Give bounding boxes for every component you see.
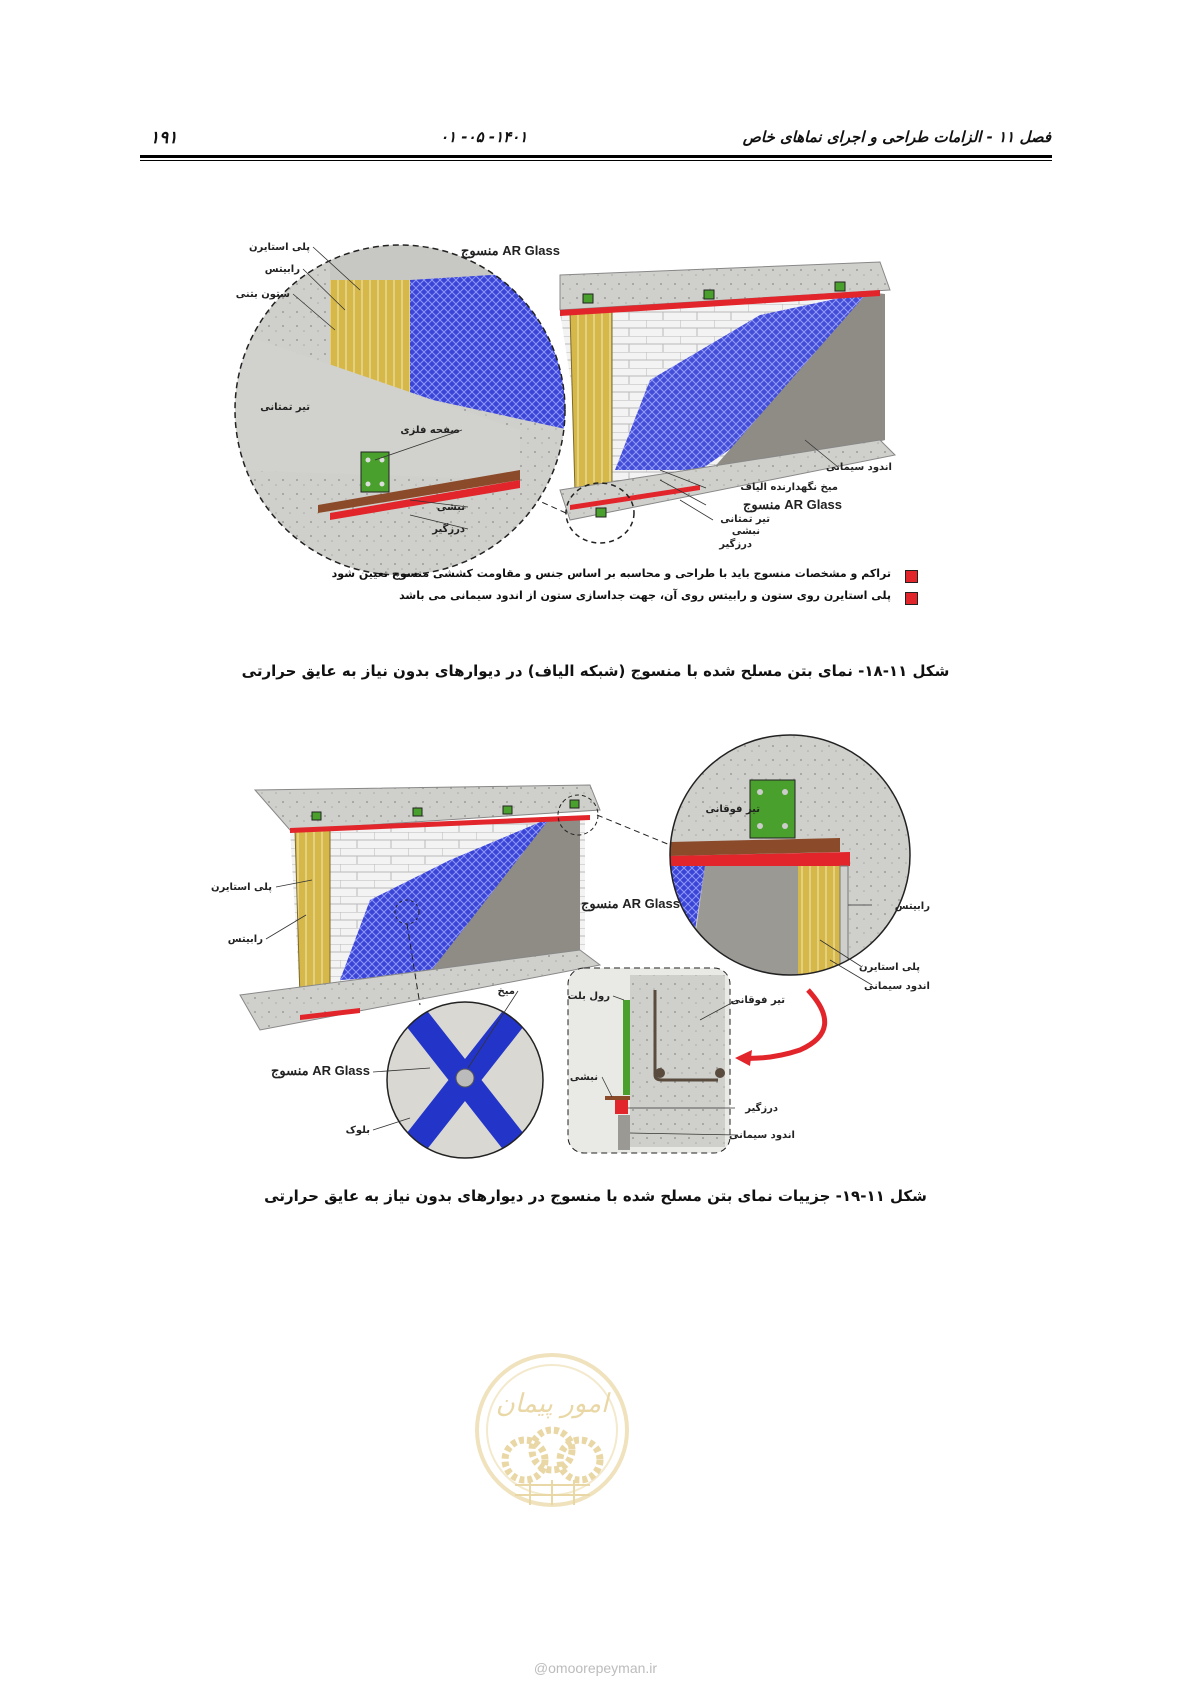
label-upper-beam-section: تیر فوقانی — [730, 995, 785, 1006]
label-ar-glass-detail: منسوج AR Glass — [580, 896, 680, 911]
figure-18-caption: شکل ۱۱-۱۸- نمای بتن مسلح شده با منسوج (شبکه الیاف) در دیوارهای بدون نیاز به عایق حرارتی — [241, 662, 950, 680]
label-drip-small: درزگیر — [719, 539, 752, 550]
label-rawlbolt: رول بلت — [567, 991, 610, 1002]
label-upper-beam: تیر فوقانی — [705, 804, 760, 815]
label-angle: نبشی — [569, 1072, 598, 1083]
note-2: پلی استایرن روی ستون و رابیتس روی آن، جهت جداسازی ستون از اندود سیمانی می باشد — [399, 589, 891, 602]
plaster-layer — [690, 866, 798, 975]
label-drip: درزگیر — [432, 524, 465, 535]
figure-19-caption: شکل ۱۱-۱۹- جزییات نمای بتن مسلح شده با منسوج در دیوارهای بدون نیاز به عایق حرارتی — [264, 1187, 927, 1205]
label-angle: نبشی — [436, 502, 465, 513]
nail-head — [456, 1069, 474, 1087]
label-plaster-detail: اندود سیمانی — [863, 981, 930, 992]
label-ar-glass-top: منسوج AR Glass — [460, 243, 560, 258]
watermark-logo — [470, 1350, 635, 1525]
nail-detail-circle — [385, 1000, 545, 1160]
label-ar-glass-mesh: منسوج AR Glass — [742, 497, 842, 512]
polystyrene-column — [295, 828, 330, 998]
label-beam: تیر تمتانی — [260, 402, 310, 413]
label-cement-plaster: اندود سیمانی — [825, 462, 892, 473]
label-polystyrene: پلی استایرن — [210, 882, 272, 893]
watermark-brand: امور پیمان — [495, 1389, 609, 1419]
label-rabitz: رابیتس — [264, 264, 300, 275]
label-fiber-nail: میخ نگهدارنده الیاف — [740, 482, 838, 493]
page-number: ۱۹۱ — [150, 128, 178, 148]
page-date: ۰۱ -۰۵ -۱۴۰۱ — [440, 128, 528, 146]
chapter-title: فصل ۱۱ - الزامات طراحی و اجرای نماهای خاص — [742, 128, 1051, 146]
label-beam-small: تیر تمتانی — [720, 514, 770, 525]
label-ar-glass: منسوج AR Glass — [270, 1063, 370, 1078]
label-polystyrene: پلی استایرن — [248, 242, 310, 253]
note-1: تراکم و مشخصات منسوج باید با طراحی و محاسبه بر اساس جنس و مقاومت کششی منسوج تعیین شود — [331, 567, 891, 580]
watermark-url: @omoorepeyman.ir — [533, 1660, 658, 1676]
polystyrene-layer — [798, 866, 840, 976]
label-poly-detail: پلی استایرن — [858, 962, 920, 973]
label-angle-small: نبشی — [731, 526, 760, 537]
section-plate — [623, 1000, 630, 1095]
label-concrete-column: ستون بتنی — [235, 289, 290, 300]
label-rabitz-detail: رابیتس — [894, 901, 930, 912]
label-plaster-section: اندود سیمانی — [728, 1130, 795, 1141]
label-drip: درزگیر — [745, 1103, 778, 1114]
label-rabitz: رابیتس — [227, 934, 263, 945]
label-block: بلوک — [345, 1125, 370, 1136]
label-steel-plate: صفحه فلزی — [400, 425, 460, 436]
label-nail: میخ — [497, 986, 515, 997]
upper-detail-circle — [670, 735, 910, 976]
